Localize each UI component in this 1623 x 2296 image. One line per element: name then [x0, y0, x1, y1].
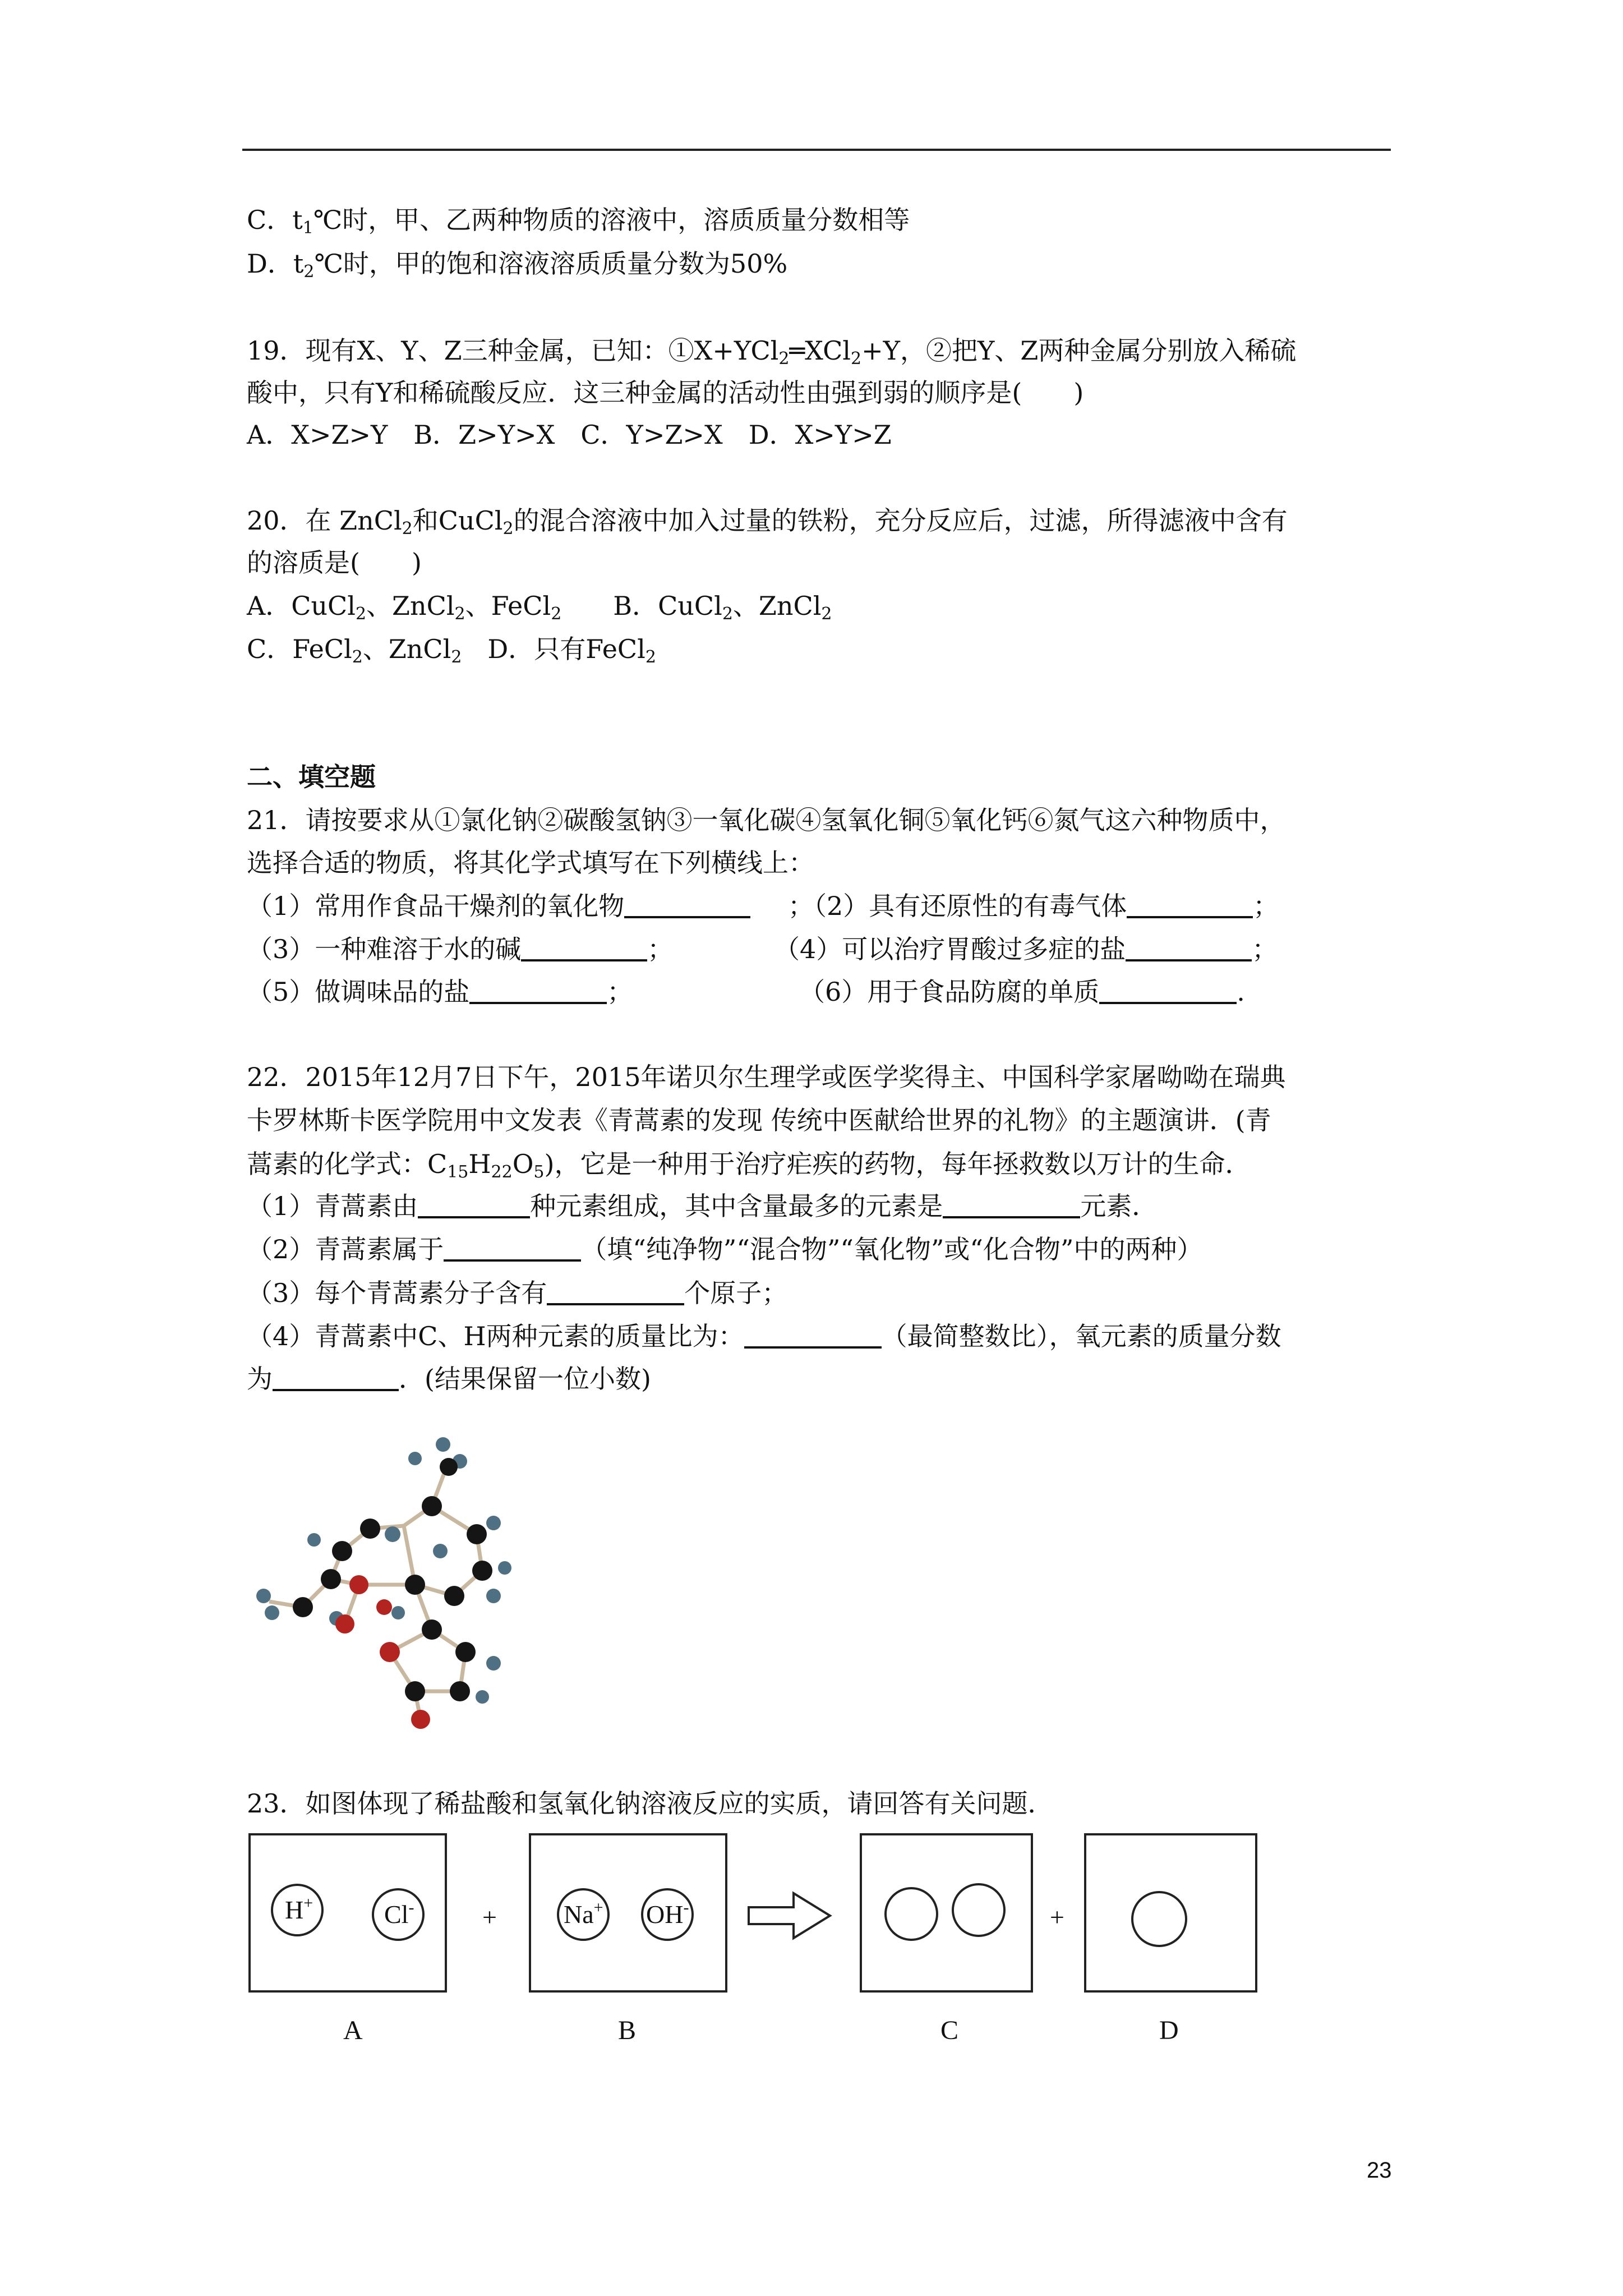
- q19-options: A．X>Z>Y B．Z>Y>X C．Y>Z>X D．X>Y>Z: [247, 420, 892, 450]
- reaction-diagram: [247, 1832, 1267, 2056]
- plus-sign: +: [482, 1903, 497, 1931]
- answer-blank[interactable]: [1127, 891, 1253, 918]
- q22-part-2: （2）青蒿素属于 （填“纯净物”“混合物”“氧化物”或“化合物”中的两种）: [247, 1234, 1203, 1264]
- artemisinin-molecule-image: [247, 1428, 538, 1731]
- q21-item-3: （3）一种难溶于水的碱 ；: [247, 934, 674, 964]
- q21-item-1: （1）常用作食品干燥剂的氧化物: [247, 889, 750, 923]
- q21-stem-line1: 21．请按要求从①氯化钠②碳酸氢钠③一氧化碳④氢氧化铜⑤氧化钙⑥氮气这六种物质中，: [247, 805, 1286, 835]
- label-b: B: [618, 2016, 637, 2045]
- arrow-icon: [749, 1893, 830, 1938]
- svg-text:Cl-: Cl-: [384, 1898, 414, 1929]
- q19-stem-line1: 19．现有X、Y、Z三种金属，已知：①X+YCl$_2$═XCl$_2$+Y，②把Y、Z两种金属分别放入稀硫: [247, 335, 1297, 369]
- q18-option-c: C．$t_1℃$时，甲、乙两种物质的溶液中，溶质质量分数相等: [247, 205, 910, 238]
- q21-item-2: ；（2）具有还原性的有毒气体 ；: [788, 891, 1279, 921]
- svg-text:H+: H+: [285, 1894, 313, 1924]
- answer-blank[interactable]: [521, 935, 647, 961]
- q20-options-cd: C．FeCl$_2$、ZnCl$_2$ D．只有FeCl$_2$: [247, 634, 656, 667]
- answer-blank[interactable]: [943, 1191, 1080, 1218]
- q21-stem-line2: 选择合适的物质，将其化学式填写在下列横线上：: [247, 848, 814, 878]
- q21-item-6: （6）用于食品防腐的单质 .: [799, 977, 1245, 1007]
- product-circle-2: [953, 1884, 1004, 1936]
- q22-stem-line2: 卡罗林斯卡医学院用中文发表《青蒿素的发现 传统中医献给世界的礼物》的主题演讲．(青: [247, 1105, 1271, 1135]
- q22-part-1: （1）青蒿素由 种元素组成，其中含量最多的元素是 元素．: [247, 1191, 1158, 1221]
- box-b: [530, 1834, 726, 1991]
- product-circle-1: [886, 1888, 937, 1940]
- q19-stem-line2: 酸中，只有Y和稀硫酸反应．这三种金属的活动性由强到弱的顺序是( ): [247, 378, 1084, 408]
- product-circle-3: [1132, 1892, 1186, 1946]
- answer-blank[interactable]: [273, 1364, 399, 1391]
- q22-part-4-cont: 为 ．(结果保留一位小数): [247, 1364, 651, 1394]
- section-title: 二、填空题: [247, 762, 376, 792]
- answer-blank[interactable]: [624, 891, 750, 918]
- label-c: C: [940, 2016, 959, 2045]
- q20-stem-line1: 20．在 ZnCl$_2$和CuCl$_2$的混合溶液中加入过量的铁粉，充分反应后，过滤，所得滤液中含有: [247, 505, 1288, 539]
- page-number: 23: [1367, 2158, 1392, 2183]
- q22-stem-line1: 22．2015年12月7日下午，2015年诺贝尔生理学或医学奖得主、中国科学家屠呦呦在瑞典: [247, 1062, 1286, 1092]
- svg-text:OH-: OH-: [646, 1898, 689, 1929]
- answer-blank[interactable]: [444, 1235, 581, 1262]
- svg-text:Na+: Na+: [564, 1898, 603, 1929]
- q22-part-4: （4）青蒿素中C、H两种元素的质量比为： （最简整数比），氧元素的质量分数: [247, 1321, 1281, 1351]
- label-d: D: [1159, 2016, 1179, 2045]
- q18-option-d: D．$t_2℃$时，甲的饱和溶液溶质质量分数为50%: [247, 249, 788, 282]
- q22-part-3: （3）每个青蒿素分子含有 个原子；: [247, 1278, 788, 1308]
- answer-blank[interactable]: [1126, 935, 1252, 961]
- answer-blank[interactable]: [744, 1322, 882, 1349]
- answer-blank[interactable]: [469, 977, 607, 1004]
- answer-blank[interactable]: [418, 1191, 530, 1218]
- q20-options-ab: A．CuCl$_2$、ZnCl$_2$、FeCl$_2$ B．CuCl$_2$、ZnCl$_2$: [247, 591, 832, 624]
- answer-blank[interactable]: [547, 1278, 684, 1305]
- q21-item-4: （4）可以治疗胃酸过多症的盐 ；: [774, 934, 1278, 964]
- box-d: [1085, 1834, 1256, 1991]
- header-rule: [242, 149, 1391, 151]
- q22-stem-line3: 蒿素的化学式：$C_{15}H_{22}O_5$)，它是一种用于治疗疟疾的药物，每年拯救数以万计的生命．: [247, 1149, 1251, 1182]
- plus-sign: +: [1050, 1903, 1064, 1931]
- box-a: [250, 1834, 446, 1991]
- answer-blank[interactable]: [1099, 977, 1237, 1004]
- q21-item-5: （5）做调味品的盐 ；: [247, 977, 633, 1007]
- label-a: A: [343, 2016, 363, 2045]
- q23-stem: 23．如图体现了稀盐酸和氢氧化钠溶液反应的实质，请回答有关问题．: [247, 1788, 1054, 1819]
- q20-stem-line2: 的溶质是( ): [247, 547, 422, 578]
